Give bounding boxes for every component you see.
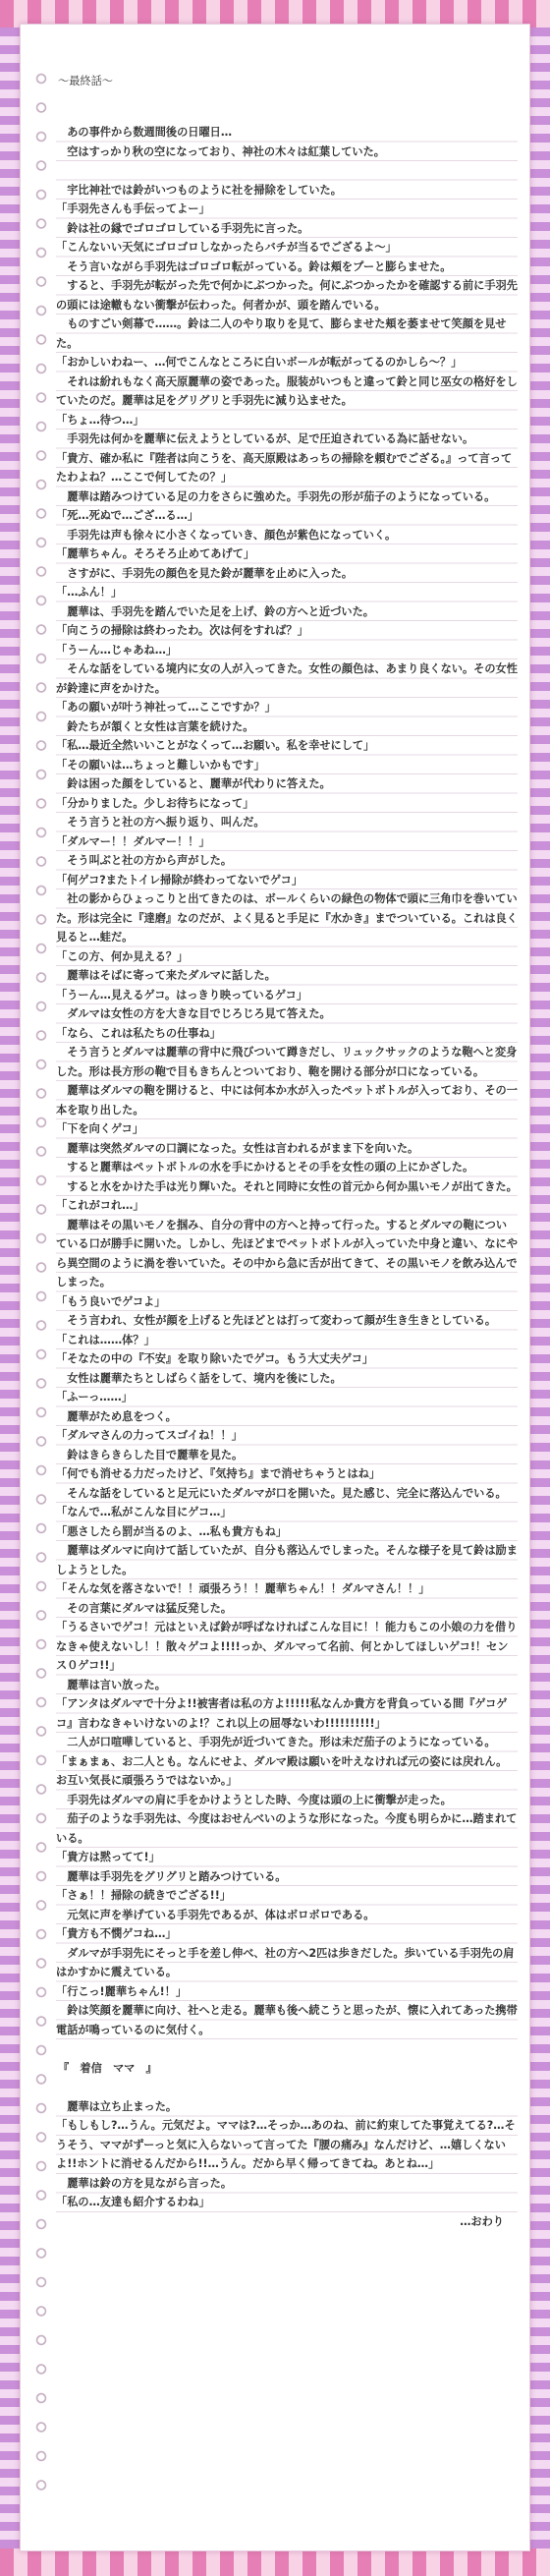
story-paragraph: 「まぁまぁ、お二人とも。なんにせよ、ダルマ殿は願いを叶えなければ元の姿には戻れん。お互い気長に頑張ろうではないか。」 <box>56 1754 508 1787</box>
story-body <box>56 123 518 2039</box>
end-mark: …おわり <box>460 2214 504 2228</box>
story-paragraph: 「ふーっ……」 <box>56 1391 133 1403</box>
story-paragraph: 麗華は突然ダルマの口調になった。女性は言われるがまま下を向いた。 <box>56 1141 419 1155</box>
story-paragraph: 「貴方、確か私に『陛者は向こうを、高天原殿はあっちの掃除を頼むでござる。』って言ってたわよね？…ここで何してたの？」 <box>56 451 513 484</box>
story-paragraph: すると麗華はペットボトルの水を手にかけるとその手を女性の頭の上にかざした。 <box>56 1161 474 1174</box>
story-paragraph: 「この方、何か見える？」 <box>56 949 189 963</box>
story-paragraph: 麗華は、手羽先を踏んでいた足を上げ、鈴の方へと近づいた。 <box>56 604 374 618</box>
story-paragraph: 麗華はその黒いモノを掴み、自分の背中の方へと持って行った。するとダルマの鞄についている口が勝手に開いた。しかし、先ほどまでペットボトルが入っていた中身と違い、なにやら異空間のように渦を巻いていた。その中から急に舌が出てきて、その黒いモノを飲み込んでしまった。 <box>56 1218 518 1288</box>
story-paragraph: ダルマが手羽先にそっと手を差し伸べ、社の方へ2匹は歩きだした。歩いている手羽先の肩はかすかに震えている。 <box>56 1946 515 1978</box>
story-paragraph: 「こんないい天気にゴロゴロしなかったらバチが当るでござるよ〜」 <box>56 241 397 254</box>
story-paragraph: 麗華は踏みつけている足の力をさらに強めた。手羽先の形が茄子のようになっている。 <box>56 489 496 503</box>
story-paragraph: 麗華は言い放った。 <box>56 1678 166 1691</box>
story-paragraph: 「もしもし?…うん。元気だよ。ママは?…そっか…あのね、前に約束してた事覚えてる?…そうそう、ママがずーっと気に入らないって言ってた『腰の痛み』なんだけど、…嬉しくないよ!!ホントに消せるんだから!!…うん。だから早く帰ってきてね。あとね…」 <box>56 2119 516 2170</box>
story-paragraph: 「…ふん！」 <box>56 586 123 599</box>
story-paragraph: 「うるさいでゲコ！元はといえば鈴が呼ばなければこんな目に！！能力もこの小娘の力を借りなきゃ使えないし！！散々ゲコよ!!!!っか、ダルマって名前、何とかしてほしいゲコ!！センス０ゲコ!!」 <box>56 1621 518 1672</box>
story-paragraph: 「行こっ!麗華ちゃん!！」 <box>56 1984 188 1998</box>
story-paragraph: 手羽先は何かを麗華に伝えようとしているが、足で圧迫されている為に話せない。 <box>56 432 474 445</box>
story-paragraph: そう言うとダルマは麗華の背中に飛びついて蹲きだし、リュックサックのような鞄へと変身した。形は長方形の鞄で目もきちんとついており、鞄を開ける部分が口になっている。 <box>56 1046 518 1078</box>
story-paragraph: 社の影からひょっこりと出てきたのは、ボールくらいの緑色の物体で頭に三角巾を巻いていた。形は完全に『達磨』なのだが、よく見ると手足に『水かき』までついている。これは良く見ると…蛙だ。 <box>56 892 518 944</box>
story-paragraph: 「これがコれ…」 <box>56 1199 144 1212</box>
story-content <box>56 74 518 2231</box>
story-paragraph: 「貴方は黙ってて!」 <box>56 1851 160 1863</box>
story-paragraph: 「向こうの掃除は終わったわ。次は何をすれば？」 <box>56 624 308 637</box>
story-paragraph: あの事件から数週間後の日曜日… <box>56 126 233 139</box>
story-paragraph: 「なんで…私がこんな目にゲコ…」 <box>56 1506 232 1518</box>
story-paragraph: 宇比神社では鈴がいつものように社を掃除をしていた。 <box>56 183 342 197</box>
story-paragraph: 「貴方も不憫ゲコね…」 <box>56 1927 177 1940</box>
story-paragraph: 「おかしいわねー、…何でこんなところに白いボールが転がってるのかしら〜？」 <box>56 356 463 369</box>
story-paragraph: 「ダルマー！！ダルマー！！」 <box>56 834 210 848</box>
story-paragraph: 「私…最近全然いいことがなくって…お願い。私を幸せにして」 <box>56 739 375 752</box>
story-paragraph: ダルマは女性の方を大きな目でじろじろ見て答えた。 <box>56 1007 331 1020</box>
story-paragraph: 「アンタはダルマで十分よ!!被害者は私の方よ!!!!!私なんか貴方を背負っている間『ゲコゲコ』言わなきゃいけないのよ!？これ以上の屈辱ないわ!!!!!!!!!!」 <box>56 1697 508 1730</box>
story-paragraph: その言葉にダルマは猛反発した。 <box>56 1601 233 1615</box>
story-paragraph: 鈴はきらきらした目で麗華を見た。 <box>56 1448 244 1461</box>
story-paragraph: 「あの願いが叶う神社って…ここですか？」 <box>56 701 276 714</box>
story-paragraph: 手羽先はダルマの肩に手をかけようとした時、今度は頭の上に衝撃が走った。 <box>56 1793 452 1806</box>
story-paragraph: 鈴は社の縁でゴロゴロしている手羽先に言った。 <box>56 221 309 235</box>
story-paragraph: 「うーん…じゃあね…」 <box>56 643 178 657</box>
story-paragraph: すると水をかけた手は光り輝いた。それと同時に女性の首元から何か黒いモノが出てきた。 <box>56 1179 518 1193</box>
story-paragraph: 鈴は笑顔を麗華に向け、社へと走る。麗華も後へ続こうと思ったが、懐に入れてあった携帯電話が鳴っているのに気付く。 <box>56 2004 518 2036</box>
chapter-title: 〜最終話〜 <box>58 75 113 87</box>
story-paragraph: 「下を向くゲコ」 <box>56 1122 144 1135</box>
story-paragraph: 「私の…友達も紹介するわね」 <box>56 2196 210 2208</box>
notebook-page <box>20 24 530 2551</box>
story-paragraph: 二人が口喧嘩していると、手羽先が近づいてきた。形は未だ茄子のようになっている。 <box>56 1736 496 1748</box>
binder-holes <box>34 72 48 2503</box>
story-paragraph: 麗華はダルマに向けて話していたが、自分も落込んでしまった。そんな様子を見て鈴は励ましようとした。 <box>56 1544 518 1576</box>
story-paragraph: さすがに、手羽先の顔色を見た鈴が麗華を止めに入った。 <box>56 566 354 580</box>
call-header: 『 着信 ママ 』 <box>58 2061 157 2075</box>
story-paragraph: 女性は麗華たちとしばらく話をして、境内を後にした。 <box>56 1371 342 1385</box>
story-paragraph: ものすごい剣幕で……。鈴は二人のやり取りを見て、膨らませた頬を萎ませて笑顔を見せた。 <box>56 317 507 350</box>
story-paragraph: それは紛れもなく高天原麗華の姿であった。服装がいつもと違って鈴と同じ巫女の格好をしていたのだ。麗華は足をグリグリと手羽先に減り込ませた。 <box>56 374 518 407</box>
story-paragraph: 「これは……体？」 <box>56 1333 155 1346</box>
story-paragraph: 「何でも消せる力だったけど、『気持ち』まで消せちゃうとはね」 <box>56 1467 381 1480</box>
story-paragraph: 「そんな気を落さないで！！頑張ろう！！麗華ちゃん！！ダルマさん！！」 <box>56 1582 430 1595</box>
story-paragraph: 鈴は困った顔をしていると、麗華が代わりに答えた。 <box>56 777 331 790</box>
story-paragraph: 「ちょ…待つ…」 <box>56 413 144 427</box>
story-paragraph: 麗華はダルマの鞄を開けると、中には何本か水が入ったペットボトルが入っており、その一本を取り出した。 <box>56 1084 518 1116</box>
story-paragraph <box>56 161 518 181</box>
story-paragraph: 茄子のような手羽先は、今度はおせんべいのような形になった。今度も明らかに…踏まれている。 <box>56 1812 518 1845</box>
story-paragraph: 鈴たちが頷くと女性は言葉を続けた。 <box>56 719 254 733</box>
story-paragraph: 「手羽先さんも手伝ってよー」 <box>56 202 210 215</box>
story-paragraph: 「ダルマさんの力ってスゴイね！！」 <box>56 1429 243 1442</box>
story-paragraph: 麗華がため息をつく。 <box>56 1409 177 1423</box>
story-paragraph: 麗華は立ち止まった。 <box>56 2099 178 2113</box>
story-paragraph: 「その願いは…ちょっと難しいかもです」 <box>56 758 265 772</box>
story-paragraph: すると、手羽先が転がった先で何かにぶつかった。何にぶつかったかを確認する前に手羽先の頭には途轍もない衝撃が伝わった。何者かが、頭を踏んでいる。 <box>56 279 518 312</box>
story-paragraph: そんな話をしている境内に女の人が入ってきた。女性の顔色は、あまり良くない。その女性が鈴達に声をかけた。 <box>56 662 518 695</box>
story-paragraph: 「悪さしたら罰が当るのよ、…私も貴方もね」 <box>56 1524 287 1538</box>
story-paragraph: 「もう良いでゲコよ」 <box>56 1294 166 1308</box>
bottom-stripe-border <box>0 2548 550 2576</box>
story-closing <box>56 2097 518 2212</box>
story-paragraph: 元気に声を挙げている手羽先であるが、体はボロボロである。 <box>56 1908 375 1921</box>
story-paragraph: 「麗華ちゃん。そろそろ止めてあげて」 <box>56 547 255 560</box>
story-paragraph: 「分かりました。少しお待ちになって」 <box>56 796 254 810</box>
story-paragraph: そう言うと社の方へ振り返り、叫んだ。 <box>56 816 265 829</box>
story-paragraph: 「なら、これは私たちの仕事ね」 <box>56 1026 221 1040</box>
story-paragraph: 空はすっかり秋の空になっており、神社の木々は紅葉していた。 <box>56 144 385 158</box>
story-paragraph: 「うーん…見えるゲコ。はっきり映っているゲコ」 <box>56 988 307 1002</box>
story-paragraph: そう叫ぶと社の方から声がした。 <box>56 854 233 867</box>
story-paragraph: 「死…死ぬで…ござ…る…」 <box>56 509 199 522</box>
story-paragraph: 麗華はそばに寄って来たダルマに話した。 <box>56 969 276 982</box>
story-paragraph: 「そなたの中の『不安』を取り除いたでゲコ。もう大丈夫ゲコ」 <box>56 1352 374 1365</box>
story-paragraph: そう言われ、女性が顔を上げると先ほどとは打って変わって顔が生き生きとしている。 <box>56 1314 497 1327</box>
story-paragraph: 麗華は鈴の方を見ながら言った。 <box>56 2176 233 2190</box>
story-paragraph: 麗華は手羽先をグリグリと踏みつけている。 <box>56 1869 287 1883</box>
story-paragraph: そう言いながら手羽先はゴロゴロ転がっている。鈴は頬をプーと膨らませた。 <box>56 259 452 273</box>
story-paragraph: 「何ゲコ?またトイレ掃除が終わってないでゲコ」 <box>56 873 303 887</box>
story-paragraph: 手羽先は声も徐々に小さくなっていき、顔色が紫色になっていく。 <box>56 528 397 542</box>
story-paragraph: そんな話をしていると足元にいたダルマが口を開いた。見た感じ、完全に落込んでいる。 <box>56 1486 507 1500</box>
story-paragraph: 「さぁ！！掃除の続きでござる!!」 <box>56 1889 232 1902</box>
